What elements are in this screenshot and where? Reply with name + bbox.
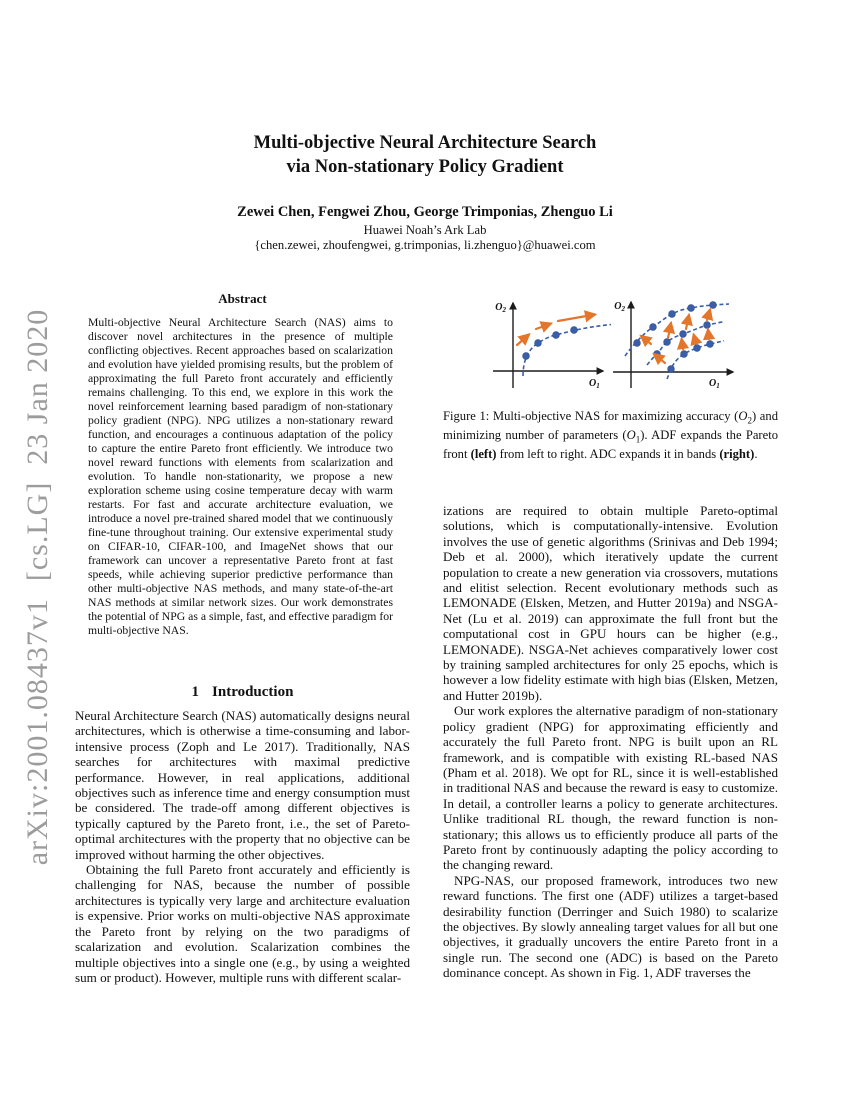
authors: Zewei Chen, Fengwei Zhou, George Trimponias, Zhenguo Li [237,204,613,220]
o1-axis-label: $O_1$ [709,378,720,390]
pareto-dot [688,305,695,312]
introduction-body [75,708,410,985]
intro-paragraph-1: Neural Architecture Search (NAS) automatically designs neural architectures, which is otherwise a time-consuming and labor-intensive process (Zoph and Le 2017). Traditionally, NAS searches for architectures with maximal predictive performance. However, in real applications, additional objectives such as inference time and energy consumption must be considered. The trade-off among different objectives is typically captured by the Pareto front, i.e., the set of Pareto-optimal architectures with the property that no objective can be improved without harming the other objectives. [75,708,410,862]
pareto-front-curve [523,325,611,377]
o1-axis-label: $O_1$ [589,378,600,390]
adc-band-arrow [668,323,671,338]
caption-text: ) and minimizing number of parameters ( [443,409,778,442]
body-paragraph-npg: Our work explores the alternative paradigm of non-stationary policy gradient (NPG) for approximating efficiently and accurately the full Pareto front. NPG is built upon an RL framework, and is compatible with existing RL-based NAS (Pham et al. 2018). We opt for RL, since it is well-established in traditional NAS and because the reward is easy to customize. In detail, a controller learns a policy to generate architectures. Unlike traditional RL though, the reward function is non-stationary; this allows us to efficiently produce all parts of the Pareto front by continuously adapting the policy according to the changing reward. [443,703,778,873]
pareto-dot [680,331,687,338]
caption-text: ). ADF expands the Pareto front [443,427,778,461]
body-paragraph-continuation: izations are required to obtain multiple Pareto-optimal solutions, which is computationally-intensive. Evolution involves the use of genetic algorithms (Srinivas and Deb 1994; Deb et al. 2000), which iteratively update the current population to create a new generation via crossovers, mutations and elitist selection. Recent evolutionary methods such as LEMONADE (Elsken, Metzen, and Hutter 2019a) and NSGA-Net (Lu et al. 2019) can approximate the full front but the computational cost in GPU hours can be higher (e.g., LEMONADE). NSGA-Net achieves comparatively lower cost by training sampled architectures for only 25 epochs, which is however a low fidelity estimate with high bias (Elsken, Metzen, and Hutter 2019b). [443,503,778,703]
adc-band-arrow [694,335,696,343]
caption-text: . [754,446,758,461]
paper-title-line-2: via Non-stationary Policy Gradient [286,157,564,177]
adc-band-arrow [707,310,710,320]
adc-band-arrow [641,336,651,344]
adc-band-arrow [708,330,709,339]
abstract-heading: Abstract [218,291,267,306]
section-title: Introduction [212,684,294,700]
pareto-dot [707,341,714,348]
pareto-dot [704,322,711,329]
caption-math-o1: O [626,427,636,442]
adf-expansion-arrow [558,315,595,322]
paper-title-line-1: Multi-objective Neural Architecture Search [253,133,597,153]
pareto-dot [664,339,671,346]
body-paragraph-npg-nas: NPG-NAS, our proposed framework, introduces two new reward functions. The first one (ADF) utilizes a target-based desirability function (Derringer and Suich 1980) to scalarize the objectives. By slowly annealing target values for all but one objectives, it gradually uncovers the entire Pareto front in a single run. The second one (ADC) is based on the Pareto dominance concept. As shown in Fig. 1, ADF traverses the [443,872,778,981]
adf-left-plot [493,302,611,390]
section-number: 1 [191,684,200,700]
affiliation: Huawei Noah’s Ark Lab [363,223,487,237]
figure-1-pareto-plots [443,292,778,406]
section-heading-introduction [75,684,410,701]
caption-text: Figure 1: Multi-objective NAS for maximizing accuracy ( [443,409,739,423]
right-column-body [443,503,778,981]
pareto-dot [694,345,701,352]
caption-math-o2-sub: 2 [747,415,752,426]
pareto-dot [668,366,675,373]
figure-1-caption [443,409,778,461]
pareto-band-outer [625,304,729,356]
author-emails: {chen.zewei, zhoufengwei, g.trimponias, li.zhenguo}@huawei.com [254,238,596,252]
adc-band-arrow [686,315,689,329]
pareto-dot [523,353,530,360]
pareto-dot [634,340,641,347]
caption-bold-left: (left) [470,446,497,461]
pareto-dot [535,340,542,347]
o2-axis-label: $O_2$ [614,301,625,313]
pareto-dot [669,311,676,318]
caption-bold-right: (right) [719,446,755,461]
arxiv-watermark: arXiv:2001.08437v1 [cs.LG] 23 Jan 2020 [21,308,54,866]
adc-right-plot [613,301,733,390]
pareto-dot [710,302,717,309]
right-column [443,0,778,1100]
caption-math-o1-sub: 1 [635,434,641,445]
caption-text: from left to right. ADC expands it in bands [496,446,720,461]
abstract-text: Multi-objective Neural Architecture Search (NAS) aims to discover novel architectures in the presence of multiple conflicting objectives. Recent approaches based on scalarization and evolution have yielded promising results, but the problem of approximating the full Pareto front accurately and efficiently remains challenging. To this end, we explore in this work the novel reinforcement learning based paradigm of non-stationary policy gradient (NPG). NPG utilizes a non-stationary reward function, and encourages a continuous adaptation of the policy to capture the entire Pareto front efficiently. We introduce two novel reward functions with elements from scalarization and evolution. To handle non-stationarity, we propose a new exploration scheme using cosine temperature decay with warm restarts. For fast and accurate architecture evaluation, we introduce a novel pre-trained shared model that we continuously fine-tune throughout training. Our extensive experimental study on CIFAR-10, CIFAR-100, and ImageNet shows that our framework can uncover a representative Pareto front at fast speeds, while achieving superior predictive performance than other multi-objective NAS methods, and many state-of-the-art NAS methods at similar network sizes. Our work demonstrates the potential of NPG as a simple, fast, and effective paradigm for multi-objective NAS. [88,316,393,637]
pareto-dot [681,351,688,358]
adf-expansion-arrow [517,335,529,346]
left-column [75,0,410,1100]
intro-paragraph-2: Obtaining the full Pareto front accurately and efficiently is challenging for NAS, because the number of possible architectures is typically very large and architecture evaluation is expensive. Prior works on multi-objective NAS approximate the Pareto front by relying on the two paradigms of scalarization and evolution. Scalarization combines the multiple objectives into a single one (e.g., by using a weighted sum or product). However, multiple runs with different scalar- [75,862,410,985]
pareto-dot [571,327,578,334]
pareto-dot [553,332,560,339]
adf-expansion-arrow [536,324,551,330]
o2-axis-label: $O_2$ [495,302,506,314]
pareto-dot [650,324,657,331]
caption-math-o2: O [738,409,748,423]
adc-band-arrow [682,339,683,349]
